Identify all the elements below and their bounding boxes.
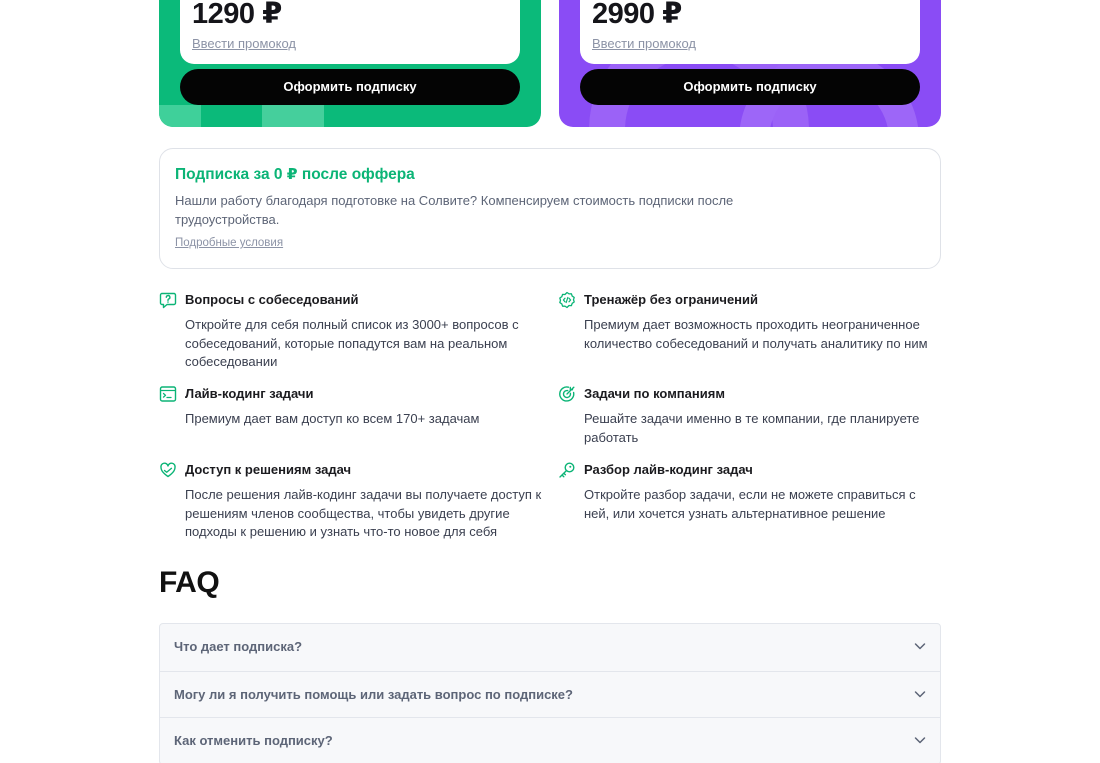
- faq-question: Как отменить подписку?: [174, 733, 333, 748]
- faq-item[interactable]: [160, 624, 940, 671]
- terminal-window-icon: [159, 385, 177, 403]
- card-decoration: [159, 105, 201, 127]
- feature-description: Решайте задачи именно в те компании, где планируете работать: [584, 411, 920, 445]
- card-decoration: [262, 105, 324, 127]
- feature-description: Откройте для себя полный список из 3000+ вопросов с собеседований, которые попадутся вам на реальном собеседовании: [185, 317, 519, 369]
- promo-code-link[interactable]: Ввести промокод: [592, 36, 697, 51]
- promo-code-link[interactable]: Ввести промокод: [192, 36, 297, 51]
- question-chat-icon: [159, 291, 177, 309]
- feature-title: Разбор лайв-кодинг задач: [584, 462, 753, 477]
- price-box: [180, 0, 520, 64]
- faq-heading: FAQ: [159, 566, 220, 599]
- code-badge-icon: [558, 291, 576, 309]
- faq-item[interactable]: [160, 717, 940, 763]
- plan-price: 2990 ₽: [592, 0, 682, 30]
- chevron-down-icon: [914, 734, 926, 746]
- plans-row: [159, 0, 941, 127]
- feature-title: Лайв-кодинг задачи: [185, 386, 314, 401]
- offer-title: Подписка за 0 ₽ после оффера: [175, 166, 415, 183]
- offer-details-link[interactable]: Подробные условия: [175, 237, 284, 249]
- feature-title: Вопросы с собеседований: [185, 292, 359, 307]
- feature-description: Премиум дает вам доступ ко всем 170+ задачам: [185, 411, 480, 426]
- plan-card-basic: [159, 0, 541, 127]
- plan-card-premium: [559, 0, 941, 127]
- feature-description: После решения лайв-кодинг задачи вы получаете доступ к решениям членов сообщества, чтобы увидеть другие подходы к решению и узнать что-то новое для себя: [185, 487, 542, 539]
- chevron-down-icon: [914, 640, 926, 652]
- feature-description: Премиум дает возможность проходить неограниченное количество собеседований и получать аналитику по ним: [584, 317, 928, 351]
- subscribe-button[interactable]: Оформить подписку: [180, 69, 520, 105]
- offer-card: [159, 148, 941, 269]
- faq-question: Могу ли я получить помощь или задать вопрос по подписке?: [174, 686, 573, 702]
- price-box: [580, 0, 920, 64]
- subscribe-button[interactable]: Оформить подписку: [580, 69, 920, 105]
- key-icon: [558, 461, 576, 479]
- feature-title: Задачи по компаниям: [584, 386, 725, 401]
- feature-description: Откройте разбор задачи, если не можете справиться с ней, или хочется узнать альтернативное решение: [584, 487, 916, 521]
- feature-title: Тренажёр без ограничений: [584, 292, 759, 307]
- faq-accordion: [159, 623, 941, 763]
- plan-price: 1290 ₽: [192, 0, 282, 30]
- feature-title: Доступ к решениям задач: [185, 462, 352, 477]
- offer-text: Нашли работу благодаря подготовке на Солвите? Компенсируем стоимость подписки после трудоустройства.: [175, 193, 734, 227]
- faq-question: Что дает подписка?: [174, 639, 303, 654]
- faq-item[interactable]: [160, 671, 940, 718]
- chevron-down-icon: [914, 688, 926, 700]
- target-icon: [558, 385, 576, 403]
- heart-hand-icon: [159, 461, 177, 479]
